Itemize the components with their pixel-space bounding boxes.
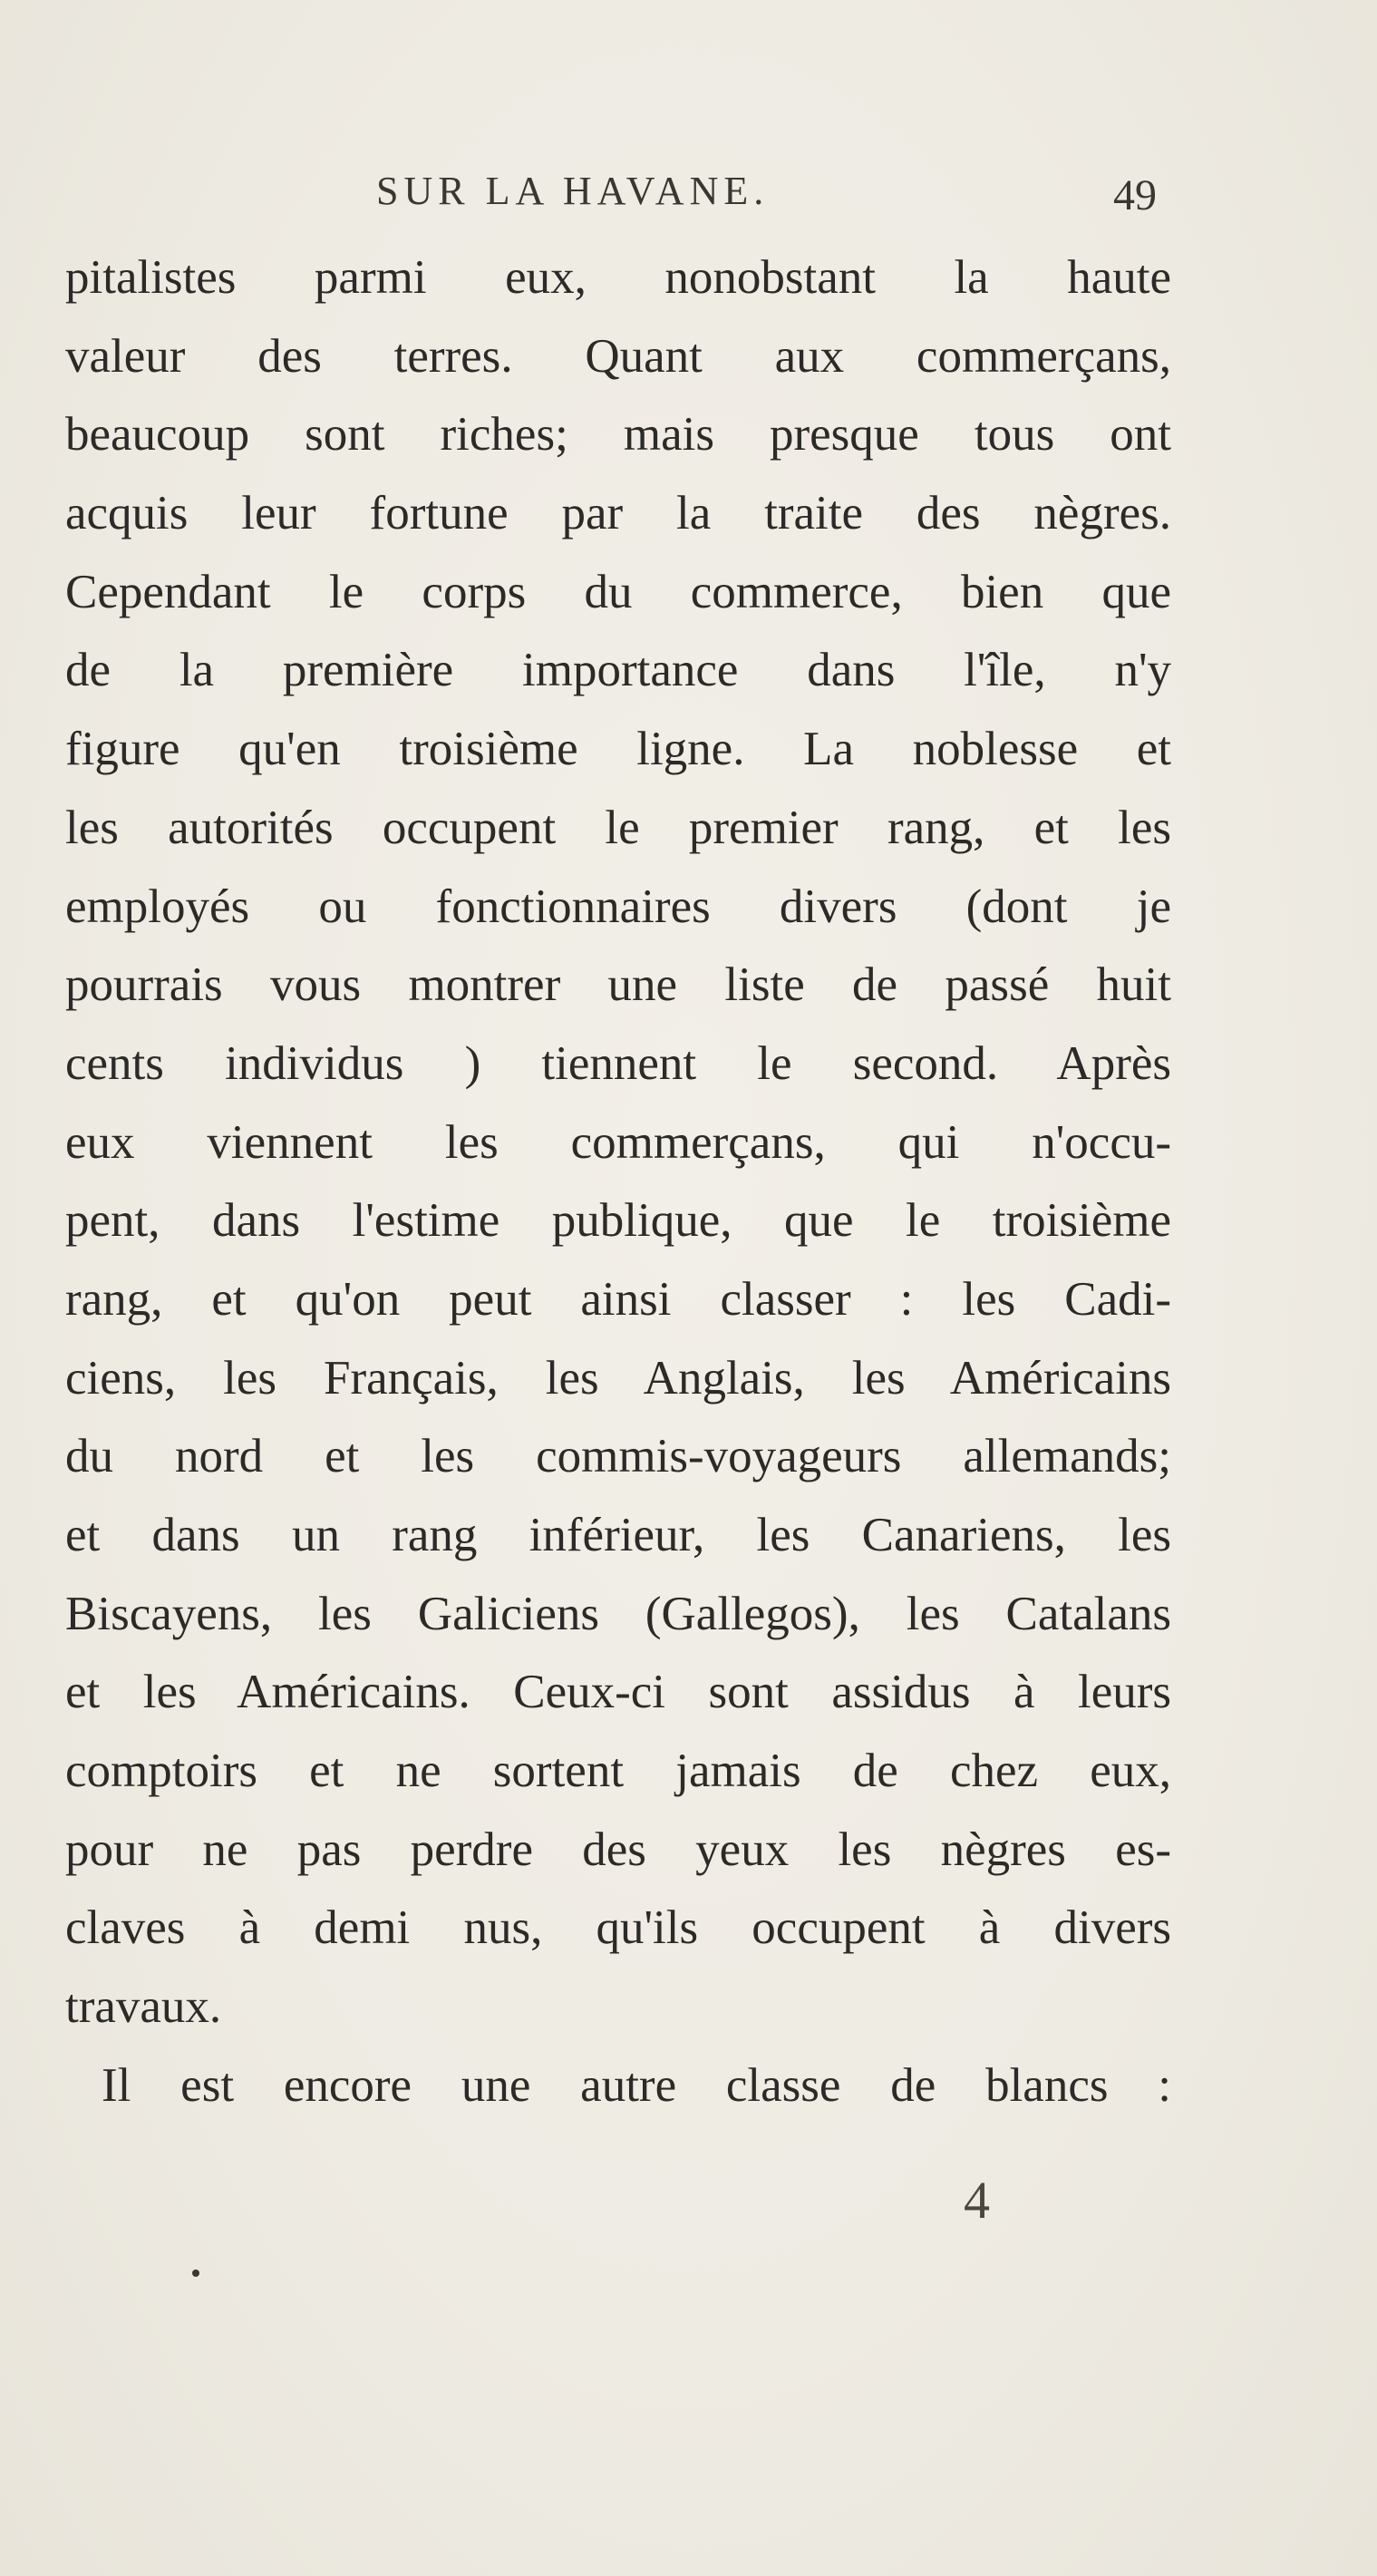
text-line: pent, dans l'estime publique, que le troisième — [65, 1194, 1171, 1248]
text-line: les autorités occupent le premier rang, et les — [65, 801, 1171, 854]
text-line: claves à demi nus, qu'ils occupent à divers — [65, 1901, 1171, 1955]
text-line: pour ne pas perdre des yeux les nègres es- — [65, 1823, 1171, 1876]
text-line: Biscayens, les Galiciens (Gallegos), les Catalans — [65, 1587, 1171, 1640]
text-line: eux viennent les commerçans, qui n'occu- — [65, 1115, 1171, 1169]
text-line: et les Américains. Ceux-ci sont assidus à leurs — [65, 1666, 1171, 1719]
body-text — [65, 238, 1171, 2125]
running-head: SUR LA HAVANE. — [376, 169, 770, 213]
text-line: rang, et qu'on peut ainsi classer : les Cadi- — [65, 1272, 1171, 1326]
text-line: pitalistes parmi eux, nonobstant la haute — [65, 251, 1171, 304]
page-number: 49 — [1113, 171, 1157, 219]
text-line: de la première importance dans l'île, n'y — [65, 644, 1171, 697]
text-line: pourrais vous montrer une liste de passé huit — [65, 958, 1171, 1012]
signature-mark: 4 — [964, 2171, 990, 2230]
text-line: Il est encore une autre classe de blancs : — [102, 2058, 1171, 2112]
text-line: valeur des terres. Quant aux commerçans, — [65, 329, 1171, 383]
text-line: et dans un rang inférieur, les Canariens, les — [65, 1509, 1171, 1561]
text-line: employés ou fonctionnaires divers (dont je — [65, 880, 1171, 933]
text-line: acquis leur fortune par la traite des nègres. — [65, 487, 1171, 540]
text-line: comptoirs et ne sortent jamais de chez eux, — [65, 1745, 1171, 1798]
text-line: ciens, les Français, les Anglais, les Américains — [65, 1351, 1171, 1405]
text-line: figure qu'en troisième ligne. La noblesse et — [65, 723, 1171, 776]
text-line: beaucoup sont riches; mais presque tous ont — [65, 408, 1171, 462]
text-line: du nord et les commis-voyageurs allemands; — [65, 1430, 1171, 1483]
ink-speck — [192, 2270, 199, 2277]
text-line: cents individus ) tiennent le second. Après — [65, 1036, 1171, 1090]
text-line: travaux. — [65, 1980, 222, 2034]
text-line: Cependant le corps du commerce, bien que — [65, 565, 1171, 618]
